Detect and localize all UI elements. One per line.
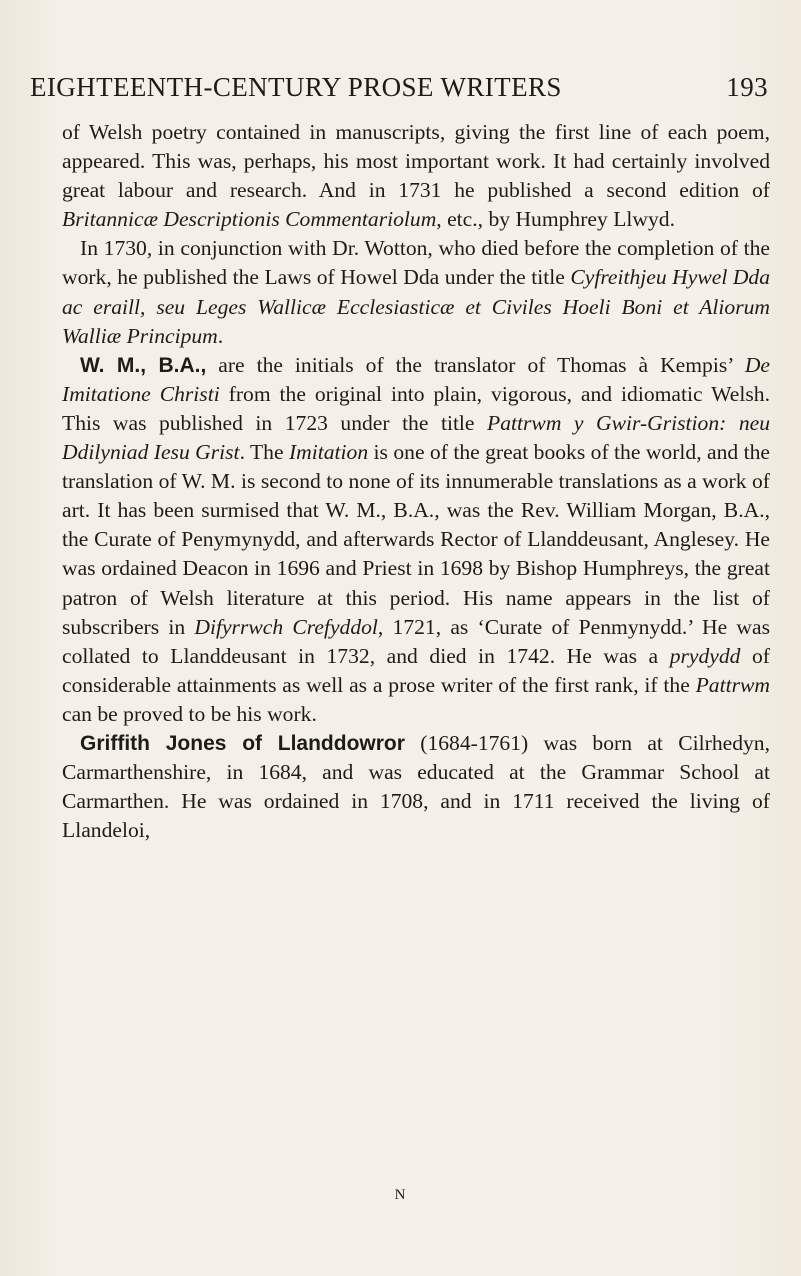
page-number: 193 (726, 72, 768, 102)
italic-title: Difyrrwch Crefyddol (194, 614, 378, 639)
bold-heading: W. M., B.A., (80, 353, 207, 377)
italic-title: Cyfreithjeu Hywel Dda ac eraill, seu Leges Wallicæ Ecclesiasticæ et Civiles Hoeli Boni et Aliorum Walliæ Principum (62, 265, 771, 348)
text-run: of considerable attainments as well as a prose writer of the first rank, if the (62, 643, 771, 697)
text-run: , etc., by Humphrey Llwyd. (436, 207, 675, 232)
text-run: are the initials of the translator of Thomas à Kempis’ (206, 352, 745, 377)
bold-heading: Griffith Jones of Llanddowror (80, 731, 405, 755)
text-run: of Welsh poetry contained in manuscripts, giving the first line of each poem, appeared. This was, perhaps, his most important work. It had certainly involved great labour and research. And in 1731 he published a second edition of (62, 120, 770, 203)
text-run: from the original into plain, vigorous, and idiomatic Welsh. This was published in 1723 under the title (62, 381, 770, 435)
italic-title: De Imitatione Christi (62, 352, 770, 406)
paragraph-3 (62, 351, 770, 729)
running-head-title: EIGHTEENTH-CENTURY PROSE WRITERS (30, 72, 562, 102)
paragraph-1 (62, 118, 770, 234)
italic-title: Pattrwm y Gwir-Gristion: neu Ddilyniad Iesu Grist (62, 410, 771, 465)
running-head (30, 72, 768, 103)
text-run: In 1730, in conjunction with Dr. Wotton, who died before the completion of the work, he published the Laws of Howel Dda under the title (62, 236, 770, 290)
italic-title: Britannicæ Descriptionis Commentariolum (62, 207, 437, 232)
text-run: can be proved to be his work. (62, 701, 317, 726)
text-run: , 1721, as ‘Curate of Penmynydd.’ He was collated to Llanddeusant in 1732, and died in 1742. He was a (62, 614, 771, 668)
signature-mark: N (394, 1187, 407, 1203)
text-run: is one of the great books of the world, and the translation of W. M. is second to none of its innumerable translations as a work of art. It has been surmised that W. M., B.A., was the Rev. William Morgan, B.A., the Curate of Penymynydd, and afterwards Rector of Llanddeusant, Anglesey. He was ordained Deacon in 1696 and Priest in 1698 by Bishop Humphreys, the great patron of Welsh literature at this period. His name appears in the list of subscribers in (62, 440, 770, 639)
paragraph-4 (62, 729, 770, 845)
paragraph-2 (62, 234, 770, 350)
text-run: . The (239, 440, 289, 465)
italic-title: prydydd (669, 643, 741, 668)
text-run: (1684-1761) was born at Cilrhedyn, Carmarthenshire, in 1684, and was educated at the Grammar School at Carmarthen. He was ordained in 1708, and in 1711 received the living of Llandeloi, (62, 730, 770, 843)
text-run: . (217, 323, 224, 348)
italic-title: Pattrwm (695, 672, 770, 697)
italic-title: Imitation (288, 440, 369, 465)
body-text (62, 118, 770, 845)
